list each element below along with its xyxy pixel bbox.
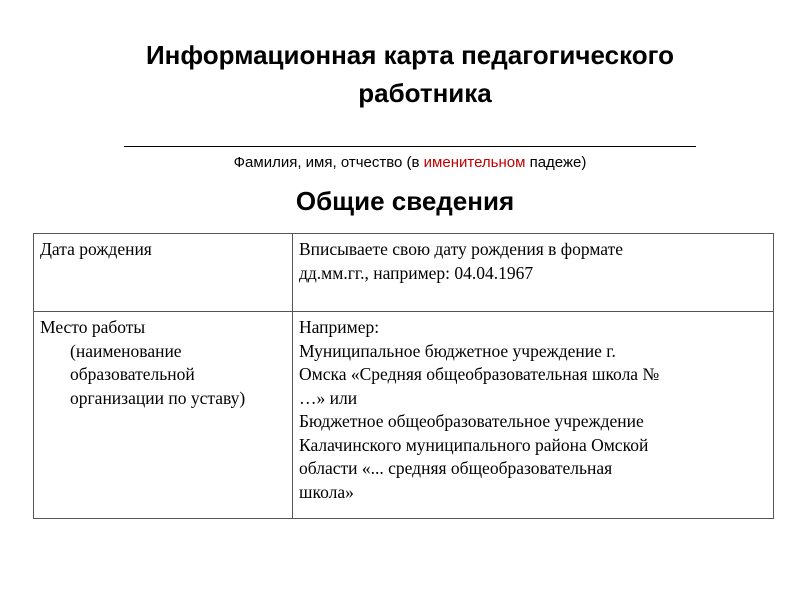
workplace-value-line: Например:	[299, 317, 380, 337]
name-caption-before: Фамилия, имя, отчество (в	[233, 154, 424, 171]
birthdate-value-cell	[293, 234, 774, 312]
birthdate-label: Дата рождения	[40, 239, 152, 259]
name-blank-line	[124, 146, 696, 147]
workplace-value-line: Калачинского муниципального района Омской	[299, 434, 649, 455]
workplace-value-line: …» или	[299, 387, 358, 408]
birthdate-value-line: дд.мм.гг., например: 04.04.1967	[299, 262, 534, 283]
title-line-1: Информационная карта педагогического	[145, 40, 674, 70]
birthdate-label-cell	[34, 234, 293, 312]
workplace-value-line: Бюджетное общеобразовательное учреждение	[299, 411, 644, 431]
table-row	[34, 312, 774, 519]
workplace-value-line: школа»	[299, 481, 354, 502]
title-line-2: работника	[358, 78, 492, 108]
name-caption-after: падеже)	[525, 154, 587, 171]
workplace-value-line: Омска «Средняя общеобразовательная школа №	[299, 364, 660, 384]
info-table	[33, 233, 774, 519]
table-row	[34, 234, 774, 312]
page-title	[0, 36, 800, 112]
birthdate-value-line: Вписываете свою дату рождения в формате	[299, 239, 624, 259]
workplace-value-line: Муниципальное бюджетное учреждение г.	[299, 340, 616, 361]
section-title: Общие сведения	[295, 186, 515, 216]
name-caption-highlight: именительном	[423, 154, 526, 171]
workplace-label-cell	[34, 312, 293, 519]
workplace-label-note: (наименование образовательной организации по уставу)	[70, 340, 246, 408]
workplace-label: Место работы	[40, 317, 146, 337]
name-caption	[0, 153, 800, 173]
workplace-value-line: области «... средняя общеобразовательная	[299, 458, 613, 478]
workplace-value-cell	[293, 312, 774, 519]
